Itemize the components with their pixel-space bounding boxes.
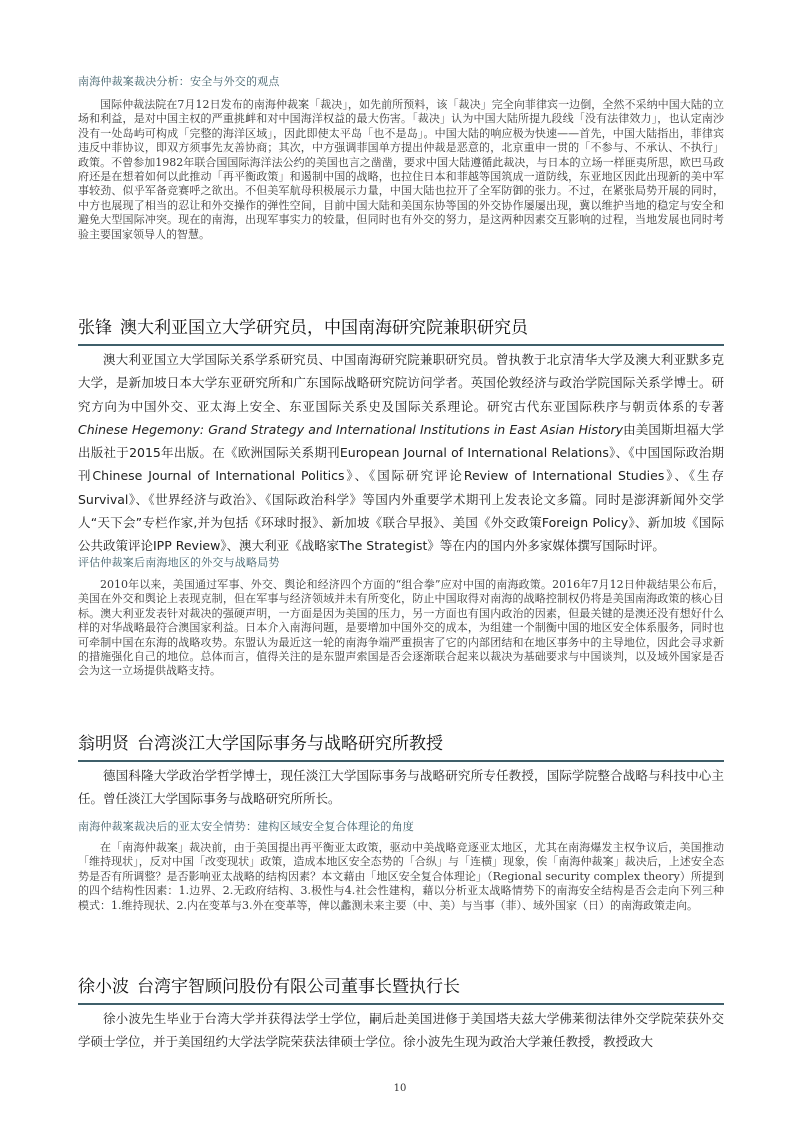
speaker-bio — [78, 348, 724, 558]
section-divider — [78, 344, 724, 346]
bio-block — [78, 348, 724, 558]
book-title: Chinese Hegemony: Grand Strategy and International Institutions in East Asian History — [78, 421, 624, 437]
speaker-title: 澳大利亚国立大学研究员，中国南海研究院兼职研究员 — [120, 318, 528, 338]
section-divider — [78, 1003, 724, 1005]
section-divider — [78, 760, 724, 762]
analysis-paragraph: 国际仲裁法院在7月12日发布的南海仲裁案「裁决」，如先前所预料，该「裁决」完全向菲律宾一边倒，全然不采纳中国大陆的立场和利益，是对中国主权的严重挑衅和对中国海洋权益的最大伤害。「裁决」认为中国大陆所提九段线「没有法律效力」，也认定南沙没有一处岛屿可构成「完整的海洋区域」，因此即使太平岛「也不是岛」。中国大陆的响应极为快速——首先，中国大陆指出，菲律宾违反中菲协议，即双方须事先友善协商；其次，中方强调菲国单方提出仲裁是恶意的，北京重申一贯的「不参与、不承认、不执行」政策。不曾参加1982年联合国国际海洋法公约的美国也言之凿凿，要求中国大陆遵循此裁决，与日本的立场一样匪夷所思，欧巴马政府还是在想着如何以此推动「再平衡政策」和遏制中国的战略，也拉住日本和菲越等国筑成一道防线，东亚地区因此出现新的美中军事较劲、似乎军备竞赛呼之欲出。不但美军航母积极展示力量，中国大陆也拉开了全军防御的张力。不过，在紧张局势开展的同时，中方也展现了相当的忍让和外交操作的弹性空间，目前中国大陆和美国东协等国的外交协作屡屡出现，冀以维护当地的稳定与安全和避免大型国际冲突。现在的南海，出现军事实力的较量，但同时也有外交的努力，是这两种因素交互影响的过程，当地发展也同时考验主要国家领导人的智慧。 — [78, 98, 724, 241]
section-subheading: 评估仲裁案后南海地区的外交与战略局势 — [78, 556, 280, 569]
bio-block — [78, 764, 724, 811]
speaker-heading — [78, 976, 724, 998]
speaker-title: 台湾宇智顾问股份有限公司董事长暨执行长 — [137, 977, 460, 997]
speaker-heading — [78, 733, 724, 755]
section-subheading: 南海仲裁案裁决分析：安全与外交的观点 — [78, 75, 280, 88]
page-number: 10 — [393, 1083, 407, 1094]
speaker-name: 徐小波 — [78, 977, 129, 997]
bio-text: 由美国斯坦福大学出版社于2015年出版。在《欧洲国际关系期刊European Journal of International Relations》、《中国国际政治期刊Chinese Journal of International Politics》、《国际研究评论Review of International Studies》、《生存Survival》、《世界经济与政治》、《国际政治科学》等国内外重要学术期刊上发表论文多篇。同时是澎湃新闻外交学人“天下会”专栏作家,并为包括《环球时报》、新加坡《联合早报》、美国《外交政策Foreign Policy》、新加坡《国际公共政策评论IPP Review》、澳大利亚《战略家The Strategist》等在内的国内外多家媒体撰写国际时评。 — [78, 421, 724, 554]
speaker-heading — [78, 317, 724, 339]
section-subheading: 南海仲裁案裁决后的亚太安全情势：建构区域安全复合体理论的角度 — [78, 820, 414, 833]
speaker-name: 张锋 — [78, 318, 112, 338]
analysis-block — [78, 578, 724, 679]
speaker-bio: 徐小波先生毕业于台湾大学并获得法学士学位，嗣后赴美国进修于美国塔夫兹大学佛莱彻法律外交学院荣获外交学硕士学位，并于美国纽约大学法学院荣获法律硕士学位。徐小波先生现为政治大学兼任教授，教授政大 — [78, 1011, 724, 1050]
speaker-bio: 德国科隆大学政治学哲学博士，现任淡江大学国际事务与战略研究所专任教授，国际学院整合战略与科技中心主任。曾任淡江大学国际事务与战略研究所所长。 — [78, 768, 724, 807]
analysis-block — [78, 841, 724, 913]
analysis-block — [78, 98, 724, 242]
bio-block — [78, 1007, 724, 1054]
speaker-name: 翁明贤 — [78, 734, 129, 754]
analysis-paragraph: 2010年以来，美国通过军事、外交、舆论和经济四个方面的“组合拳”应对中国的南海政策。2016年7月12日仲裁结果公布后，美国在外交和舆论上表现克制，但在军事与经济领域并未有所变化，防止中国取得对南海的战略控制权仍将是美国南海政策的核心目标。澳大利亚发表针对裁决的强硬声明，一方面是因为美国的压力，另一方面也有国内政治的因素，但最关键的是澳还没有想好什么样的对华战略最符合澳国家利益。日本介入南海问题，是要增加中国外交的成本，为组建一个制衡中国的地区安全体系服务，同时也可牵制中国在东海的战略攻势。东盟认为最近这一轮的南海争端严重损害了它的内部团结和在地区事务中的主导地位，因此会寻求新的措施强化自己的地位。总体而言，值得关注的是东盟声索国是否会逐渐联合起来以裁决为基础要求与中国谈判，以及域外国家是否会为这一立场提供战略支持。 — [78, 578, 724, 678]
speaker-title: 台湾淡江大学国际事务与战略研究所教授 — [137, 734, 443, 754]
analysis-paragraph: 在「南海仲裁案」裁决前，由于美国提出再平衡亚太政策，驱动中美战略竞逐亚太地区，尤其在南海爆发主权争议后，美国推动「维持现状」，反对中国「改变现状」政策，造成本地区安全态势的「合纵」与「连横」现象，俟「南海仲裁案」裁决后，上述安全态势是否有所调整？是否影响亚太战略的结构因素？本文藉由「地区安全复合体理论」（Regional security complex theory）所提到的四个结构性因素：1.边界、2.无政府结构、3.极性与4.社会性建构，藉以分析亚太战略情势下的南海安全结构是否会走向下列三种模式：1.维持现状、2.内在变革与3.外在变革等，俾以蠡测未来主要（中、美）与当事（菲）、域外国家（日）的南海政策走向。 — [78, 841, 724, 912]
bio-text: 澳大利亚国立大学国际关系学系研究员、中国南海研究院兼职研究员。曾执教于北京清华大学及澳大利亚默多克大学，是新加坡日本大学东亚研究所和广东国际战略研究院访问学者。英国伦敦经济与政治学院国际关系学博士。研究方向为中国外交、亚太海上安全、东亚国际关系史及国际关系理论。研究古代东亚国际秩序与朝贡体系的专著 — [78, 352, 724, 414]
